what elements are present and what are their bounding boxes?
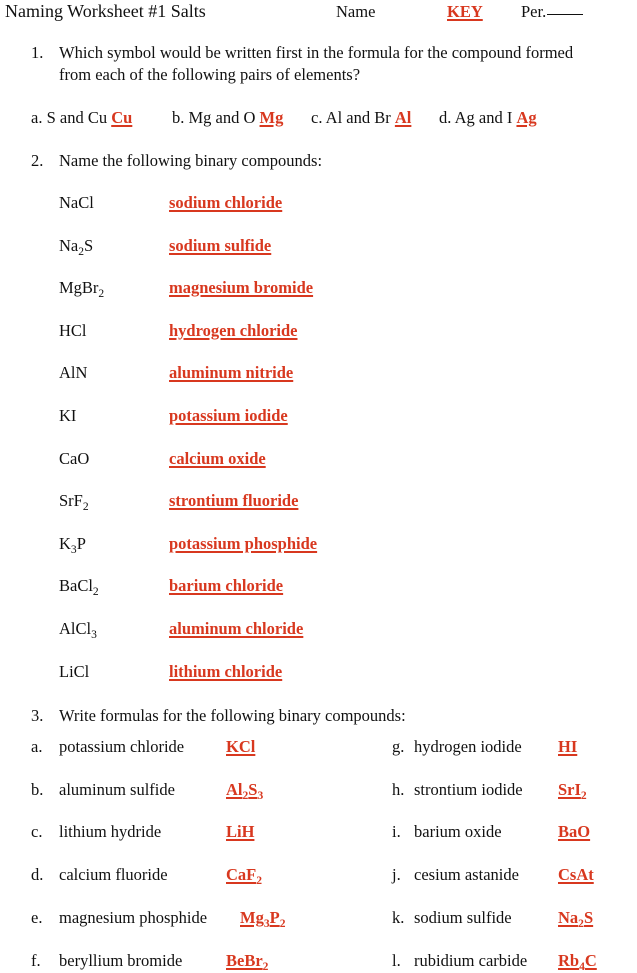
compound-name-answer: sodium sulfide	[169, 236, 272, 255]
q3-compound-name: sodium sulfide	[414, 908, 512, 927]
q3-formula-answer: $Rb_4C$	[558, 951, 597, 973]
q1-item-letter: c.	[311, 108, 323, 127]
q3-compound-name: cesium astanide	[414, 865, 519, 884]
q1-text-line1: Which symbol would be written first in the formula for the compound formed	[59, 43, 574, 62]
compound-name-answer: magnesium bromide	[169, 278, 314, 297]
compound-formula: AlCl$_3$	[59, 619, 97, 641]
q3-compound-name: calcium fluoride	[59, 865, 168, 884]
q1-text-line2: from each of the following pairs of elements?	[59, 65, 361, 84]
compound-formula: NaCl	[59, 193, 94, 212]
q2-text: Name the following binary compounds:	[59, 151, 323, 170]
q1-item-answer: Ag	[516, 108, 537, 127]
q3-item-letter: a.	[31, 737, 43, 756]
compound-formula: BaCl$_2$	[59, 576, 99, 598]
compound-name-answer: aluminum nitride	[169, 363, 294, 382]
q3-item-letter: l.	[392, 951, 401, 970]
compound-name-answer: potassium iodide	[169, 406, 288, 425]
compound-name-answer: calcium oxide	[169, 449, 266, 468]
q3-formula-answer: KCl	[226, 737, 256, 756]
q1-item-d	[439, 108, 537, 128]
compound-formula: SrF$_2$	[59, 491, 89, 513]
q3-item-letter: d.	[31, 865, 44, 884]
q1-item-answer: Al	[394, 108, 412, 127]
q1-item-c	[311, 108, 411, 128]
period-field	[521, 2, 583, 22]
answer-key-label: KEY	[447, 2, 483, 21]
q3-formula-answer: BeBr$_2$	[226, 951, 269, 973]
q1-item-a	[31, 108, 132, 128]
q3-formula-answer: $Mg_3P_2$	[240, 908, 286, 930]
q1-item-pair: Mg and O	[188, 108, 256, 127]
name-label: Name	[336, 2, 376, 21]
q3-item-letter: i.	[392, 822, 401, 841]
q3-item-letter: c.	[31, 822, 43, 841]
compound-formula: AlN	[59, 363, 88, 382]
compound-formula: CaO	[59, 449, 90, 468]
q3-formula-answer: $Na_2S$	[558, 908, 594, 930]
q3-compound-name: magnesium phosphide	[59, 908, 208, 927]
q2-number: 2.	[31, 151, 44, 170]
compound-name-answer: sodium chloride	[169, 193, 283, 212]
q3-formula-answer: HI	[558, 737, 578, 756]
period-blank	[547, 14, 583, 15]
compound-name-answer: strontium fluoride	[169, 491, 299, 510]
q1-item-b	[172, 108, 283, 128]
q3-number: 3.	[31, 706, 44, 725]
q1-item-pair: Al and Br	[325, 108, 391, 127]
q3-formula-answer: CsAt	[558, 865, 594, 884]
q3-text: Write formulas for the following binary compounds:	[59, 706, 406, 725]
q1-item-letter: a.	[31, 108, 43, 127]
compound-formula: $Na_2S$	[59, 236, 94, 258]
q3-item-letter: k.	[392, 908, 405, 927]
q3-compound-name: barium oxide	[414, 822, 502, 841]
q3-item-letter: b.	[31, 780, 44, 799]
compound-name-answer: hydrogen chloride	[169, 321, 298, 340]
q3-compound-name: rubidium carbide	[414, 951, 528, 970]
compound-name-answer: aluminum chloride	[169, 619, 304, 638]
page-title: Naming Worksheet #1 Salts	[5, 1, 206, 21]
q3-compound-name: aluminum sulfide	[59, 780, 175, 799]
q1-item-answer: Mg	[259, 108, 284, 127]
compound-formula: HCl	[59, 321, 87, 340]
q1-item-answer: Cu	[111, 108, 133, 127]
q3-compound-name: lithium hydride	[59, 822, 162, 841]
q3-item-letter: j.	[392, 865, 401, 884]
period-label: Per.	[521, 2, 547, 21]
compound-formula: KI	[59, 406, 77, 425]
compound-name-answer: lithium chloride	[169, 662, 283, 681]
q3-item-letter: e.	[31, 908, 43, 927]
q3-compound-name: hydrogen iodide	[414, 737, 522, 756]
q3-item-letter: g.	[392, 737, 405, 756]
q3-compound-name: strontium iodide	[414, 780, 523, 799]
q3-compound-name: potassium chloride	[59, 737, 185, 756]
compound-formula: MgBr$_2$	[59, 278, 105, 300]
q1-item-pair: S and Cu	[46, 108, 108, 127]
q1-item-letter: b.	[172, 108, 185, 127]
q1-item-letter: d.	[439, 108, 452, 127]
q3-item-letter: f.	[31, 951, 41, 970]
compound-name-answer: barium chloride	[169, 576, 284, 595]
q3-formula-answer: BaO	[558, 822, 591, 841]
q3-item-letter: h.	[392, 780, 405, 799]
q1-item-pair: Ag and I	[454, 108, 513, 127]
q3-formula-answer: LiH	[226, 822, 255, 841]
q1-number: 1.	[31, 43, 44, 62]
q3-formula-answer: SrI$_2$	[558, 780, 587, 802]
q3-formula-answer: CaF$_2$	[226, 865, 263, 887]
compound-formula: LiCl	[59, 662, 90, 681]
q3-formula-answer: $Al_2S_3$	[226, 780, 264, 802]
compound-formula: $K_3P$	[59, 534, 86, 556]
q3-compound-name: beryllium bromide	[59, 951, 183, 970]
compound-name-answer: potassium phosphide	[169, 534, 318, 553]
